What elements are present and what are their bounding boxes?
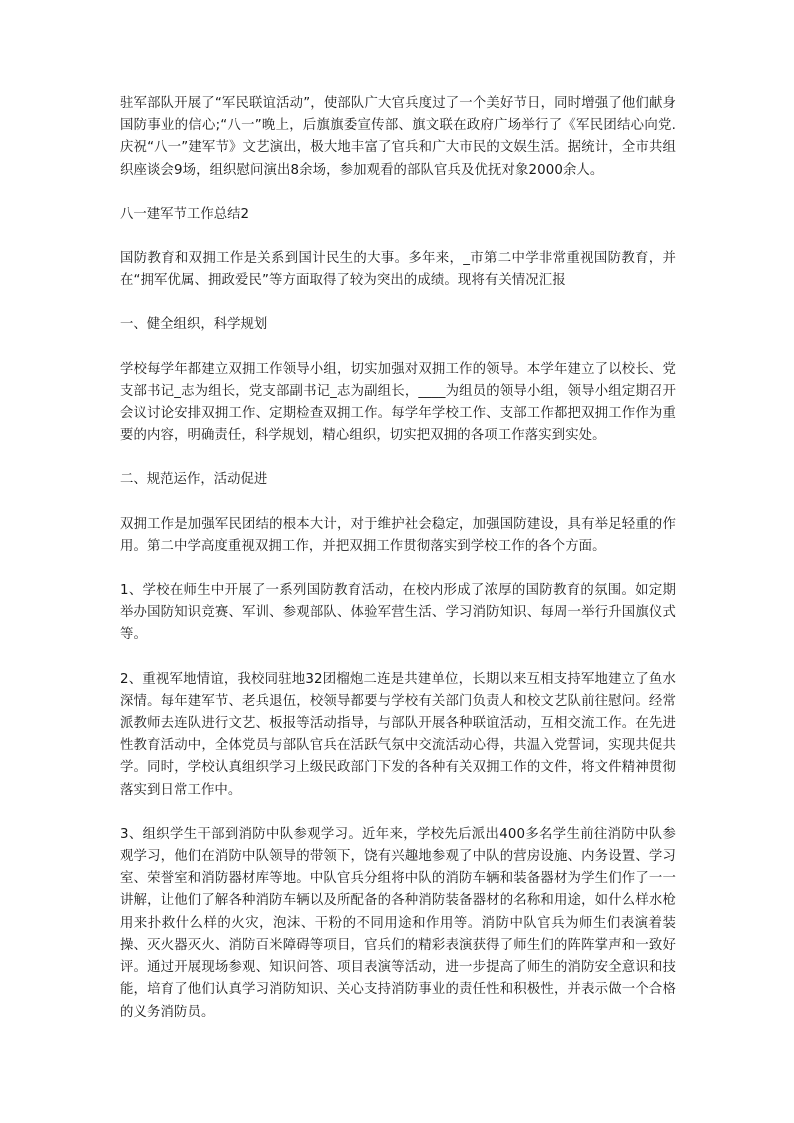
heading-organization: 一、健全组织，科学规划 [120,317,268,333]
paragraph-operation: 双拥工作是加强军民团结的根本大计，对于维护社会稳定，加强国防建设，具有举足轻重的作用。第二中学高度重视双拥工作，并把双拥工作贯彻落实到学校工作的各个方面。 [120,516,676,554]
paragraph-intro: 驻军部队开展了“军民联谊活动”，使部队广大官兵度过了一个美好节日，同时增强了他们献身国防事业的信心;“八一”晚上，后旗旗委宣传部、旗文联在政府广场举行了《军民团结心向党.庆祝“八一”建军节》文艺演出，极大地丰富了官兵和广大市民的文娱生活。据统计，全市共组织座谈会9场，组织慰问演出8余场，参加观看的部队官兵及优抚对象2000余人。 [120,96,676,178]
paragraph-item-3: 3、组织学生干部到消防中队参观学习。近年来，学校先后派出400多名学生前往消防中队参观学习，他们在消防中队领导的带领下，饶有兴趣地参观了中队的营房设施、内务设置、学习室、荣誉室和消防器材库等地。中队官兵分组将中队的消防车辆和装备器材为学生们作了一一讲解，让他们了解各种消防车辆以及所配备的各种消防装备器材的名称和用途，如什么样水枪用来扑救什么样的火灾，泡沫、干粉的不同用途和作用等。消防中队官兵为师生们表演着装操、灭火器灭火、消防百米障碍等项目，官兵们的精彩表演获得了师生们的阵阵掌声和一致好评。通过开展现场参观、知识问答、项目表演等活动，进一步提高了师生的消防安全意识和技能，培育了他们认真学习消防知识、关心支持消防事业的责任性和积极性，并表示做一个合格的义务消防员。 [120,826,676,1020]
paragraph-overview: 国防教育和双拥工作是关系到国计民生的大事。多年来，_市第二中学非常重视国防教育，并在“拥军优属、拥政爱民”等方面取得了较为突出的成绩。现将有关情况汇报 [120,251,676,289]
document-page [120,93,676,1024]
spacer [120,647,676,669]
spacer [120,492,676,514]
spacer [120,337,676,359]
spacer [120,292,676,314]
spacer [120,802,676,824]
paragraph-item-1: 1、学校在师生中开展了一系列国防教育活动，在校内形成了浓厚的国防教育的氛围。如定期举办国防知识竞赛、军训、参观部队、体验军营生活、学习消防知识、每周一举行升国旗仪式等。 [120,583,676,643]
spacer [120,558,676,580]
spacer [120,447,676,469]
heading-operation: 二、规范运作，活动促进 [120,472,268,488]
paragraph-item-2: 2、重视军地情谊，我校同驻地32团榴炮二连是共建单位，长期以来互相支持军地建立了鱼水深情。每年建军节、老兵退伍，校领导都要与学校有关部门负责人和校文艺队前往慰问。经常派教师去连队进行文艺、板报等活动指导，与部队开展各种联谊活动，互相交流工作。在先进性教育活动中，全体党员与部队官兵在活跃气氛中交流活动心得，共温入党誓词，实现共促共学。同时，学校认真组织学习上级民政部门下发的各种有关双拥工作的文件，将文件精神贯彻落实到日常工作中。 [120,671,676,798]
paragraph-organization: 学校每学年都建立双拥工作领导小组，切实加强对双拥工作的领导。本学年建立了以校长、党支部书记_志为组长，党支部副书记_志为副组长，____为组员的领导小组，领导小组定期召开会议讨论安排双拥工作、定期检查双拥工作。每学年学校工作、支部工作都把双拥工作作为重要的内容，明确责任，科学规划，精心组织，切实把双拥的各项工作落实到实处。 [120,361,676,444]
spacer [120,182,676,204]
spacer [120,226,676,248]
section-title: 八一建军节工作总结2 [120,206,250,222]
